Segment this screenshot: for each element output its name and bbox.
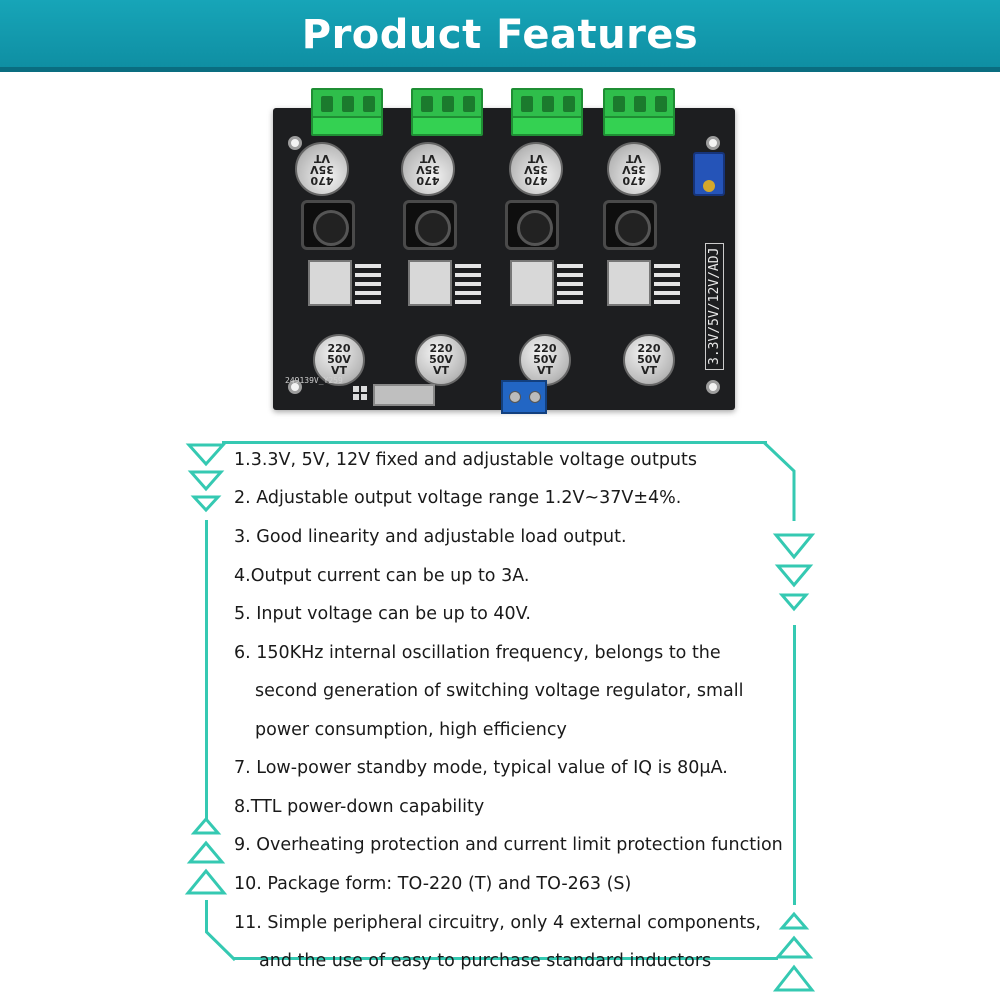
capacitor-470uf: 470 35V VT	[607, 142, 661, 196]
product-board-image	[265, 88, 735, 418]
feature-item: 5. Input voltage can be up to 40V.	[234, 604, 531, 624]
input-terminal-block	[501, 380, 547, 414]
capacitor-470uf: 470 35V VT	[295, 142, 349, 196]
feature-item: 4.Output current can be up to 3A.	[234, 566, 530, 586]
feature-item: 6. 150KHz internal oscillation frequency, belongs to the	[234, 643, 721, 663]
pcb	[273, 108, 735, 410]
capacitor-470uf: 470 35V VT	[509, 142, 563, 196]
silkscreen-code: 249139V_Y259	[285, 376, 343, 385]
frame-corner-top-right	[762, 441, 798, 521]
inductor	[301, 200, 355, 250]
output-terminal-block	[311, 88, 383, 136]
adjustment-potentiometer	[693, 152, 725, 196]
voltage-regulator-chip	[308, 260, 352, 306]
feature-item-continuation: power consumption, high efficiency	[255, 720, 567, 740]
feature-item: 7. Low-power standby mode, typical value of IQ is 80μA.	[234, 758, 728, 778]
feature-item: 9. Overheating protection and current limit protection function	[234, 835, 783, 855]
frame-line-top	[222, 441, 767, 444]
triangle-down-icon	[184, 442, 228, 514]
feature-item: 2. Adjustable output voltage range 1.2V~37V±4%.	[234, 488, 682, 508]
output-terminal-block	[603, 88, 675, 136]
capacitor-220uf: 220 50V VT	[519, 334, 571, 386]
feature-item: 1.3.3V, 5V, 12V fixed and adjustable voltage outputs	[234, 450, 697, 470]
feature-item-continuation: and the use of easy to purchase standard inductors	[259, 951, 712, 971]
capacitor-220uf: 220 50V VT	[313, 334, 365, 386]
frame-line-left	[205, 520, 208, 820]
mounting-hole	[706, 380, 720, 394]
output-terminal-block	[511, 88, 583, 136]
power-switch	[373, 384, 435, 406]
capacitor-470uf: 470 35V VT	[401, 142, 455, 196]
voltage-regulator-chip	[408, 260, 452, 306]
triangle-up-icon	[772, 910, 816, 994]
feature-item-continuation: second generation of switching voltage regulator, small	[255, 681, 744, 701]
mounting-hole	[706, 136, 720, 150]
board-voltage-label: 3.3V/5V/12V/ADJ	[705, 243, 724, 370]
frame-line-right	[793, 625, 796, 905]
capacitor-220uf: 220 50V VT	[415, 334, 467, 386]
inductor	[403, 200, 457, 250]
voltage-regulator-chip	[607, 260, 651, 306]
triangle-down-icon	[772, 530, 816, 612]
capacitor-220uf: 220 50V VT	[623, 334, 675, 386]
feature-item: 3. Good linearity and adjustable load output.	[234, 527, 627, 547]
output-terminal-block	[411, 88, 483, 136]
triangle-up-icon	[184, 816, 228, 898]
feature-item: 8.TTL power-down capability	[234, 797, 485, 817]
page-title: Product Features	[301, 12, 699, 58]
mounting-hole	[288, 136, 302, 150]
voltage-regulator-chip	[510, 260, 554, 306]
inductor	[505, 200, 559, 250]
header-banner	[0, 0, 1000, 72]
feature-item: 11. Simple peripheral circuitry, only 4 external components,	[234, 913, 761, 933]
inductor	[603, 200, 657, 250]
feature-item: 10. Package form: TO-220 (T) and TO-263 (S)	[234, 874, 632, 894]
